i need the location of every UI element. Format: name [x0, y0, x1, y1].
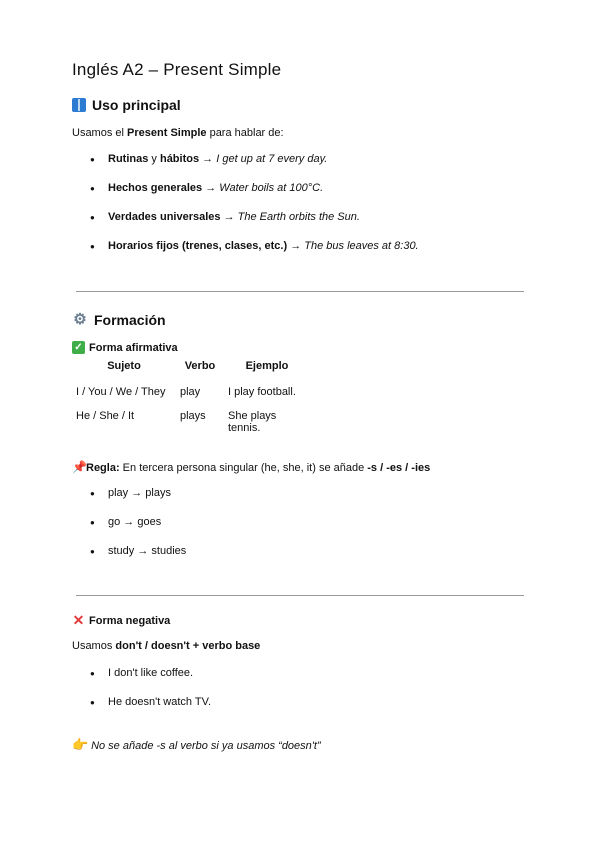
- regla-label: Regla:: [86, 462, 120, 474]
- regla-examples: [90, 487, 186, 574]
- item-arrow: →: [220, 211, 238, 223]
- item-example: Water boils at 100°C.: [219, 182, 324, 194]
- item-bold: Verdades universales: [108, 211, 221, 223]
- list-item: ● I don't like coffee.: [90, 667, 211, 696]
- table-header: Sujeto: [107, 360, 141, 372]
- table-cell: play: [180, 386, 201, 398]
- item-mid: y: [148, 153, 160, 165]
- regla-text: En tercera persona singular (he, she, it) se añade: [119, 462, 368, 474]
- uso-intro: [72, 127, 284, 139]
- item-example: The bus leaves at 8:30.: [304, 240, 419, 252]
- subheading-negativa-text: Forma negativa: [89, 614, 171, 627]
- list-item: [90, 240, 419, 269]
- item-bold: Hechos generales: [108, 182, 203, 194]
- list-item: [90, 182, 419, 211]
- uso-list: [90, 153, 419, 269]
- regla-endings: -s / -es / -ies: [367, 462, 431, 474]
- list-item: ● go → goes: [90, 516, 186, 545]
- conjugation-table: [72, 360, 310, 442]
- item-arrow: →: [287, 240, 305, 252]
- item-bold: Rutinas: [108, 153, 149, 165]
- item-arrow: →: [199, 153, 217, 165]
- uso-intro-post: para hablar de:: [206, 127, 284, 139]
- table-cell: plays: [180, 410, 206, 422]
- negativa-intro-bold: don't / doesn't + verbo base: [115, 640, 261, 652]
- negativa-note: [72, 738, 321, 752]
- gear-icon: ⚙: [73, 311, 87, 328]
- table-header-row: [72, 360, 310, 382]
- section-heading-uso: [72, 97, 181, 113]
- list-item: [90, 211, 419, 240]
- subheading-afirmativa-text: Forma afirmativa: [89, 341, 178, 354]
- uso-intro-pre: Usamos el: [72, 127, 128, 139]
- table-cell: I / You / We / They: [76, 386, 166, 398]
- divider: [76, 595, 524, 596]
- negativa-intro: [72, 640, 260, 652]
- check-icon: ✓: [72, 341, 85, 354]
- list-item: ● play → plays: [90, 487, 186, 516]
- subheading-negativa: [72, 614, 170, 627]
- list-item: [90, 153, 419, 182]
- item-example: The Earth orbits the Sun.: [237, 211, 360, 223]
- section-heading-formacion-text: Formación: [94, 312, 166, 328]
- table-header: Verbo: [184, 360, 216, 372]
- list-item: ● He doesn't watch TV.: [90, 696, 211, 725]
- subheading-afirmativa: [72, 341, 178, 354]
- item-bold: Horarios fijos (trenes, clases, etc.): [108, 240, 288, 252]
- book-icon: [72, 98, 86, 112]
- pin-icon: 📌: [72, 460, 87, 474]
- divider: [76, 291, 524, 292]
- table-header: Ejemplo: [245, 360, 289, 372]
- list-item: ● study → studies: [90, 545, 186, 574]
- table-cell: She plays tennis.: [228, 410, 277, 434]
- page-title: Inglés A2 – Present Simple: [72, 60, 282, 79]
- pointing-hand-icon: 👉: [72, 737, 89, 752]
- table-row: [72, 406, 310, 442]
- table-cell: I play football.: [228, 386, 296, 398]
- table-cell: He / She / It: [76, 410, 135, 422]
- negativa-note-text: No se añade -s al verbo si ya usamos “doesn't”: [91, 740, 321, 752]
- negativa-intro-pre: Usamos: [72, 640, 116, 652]
- regla-note: [72, 460, 430, 474]
- negativa-examples: [90, 667, 211, 725]
- item-bold2: hábitos: [159, 153, 200, 165]
- section-heading-uso-text: Uso principal: [92, 97, 181, 113]
- item-example: I get up at 7 every day.: [216, 153, 328, 165]
- x-icon: ✕: [72, 612, 85, 628]
- item-arrow: →: [202, 182, 220, 194]
- section-heading-formacion: [72, 312, 166, 328]
- table-row: [72, 382, 310, 406]
- uso-intro-bold: Present Simple: [127, 127, 207, 139]
